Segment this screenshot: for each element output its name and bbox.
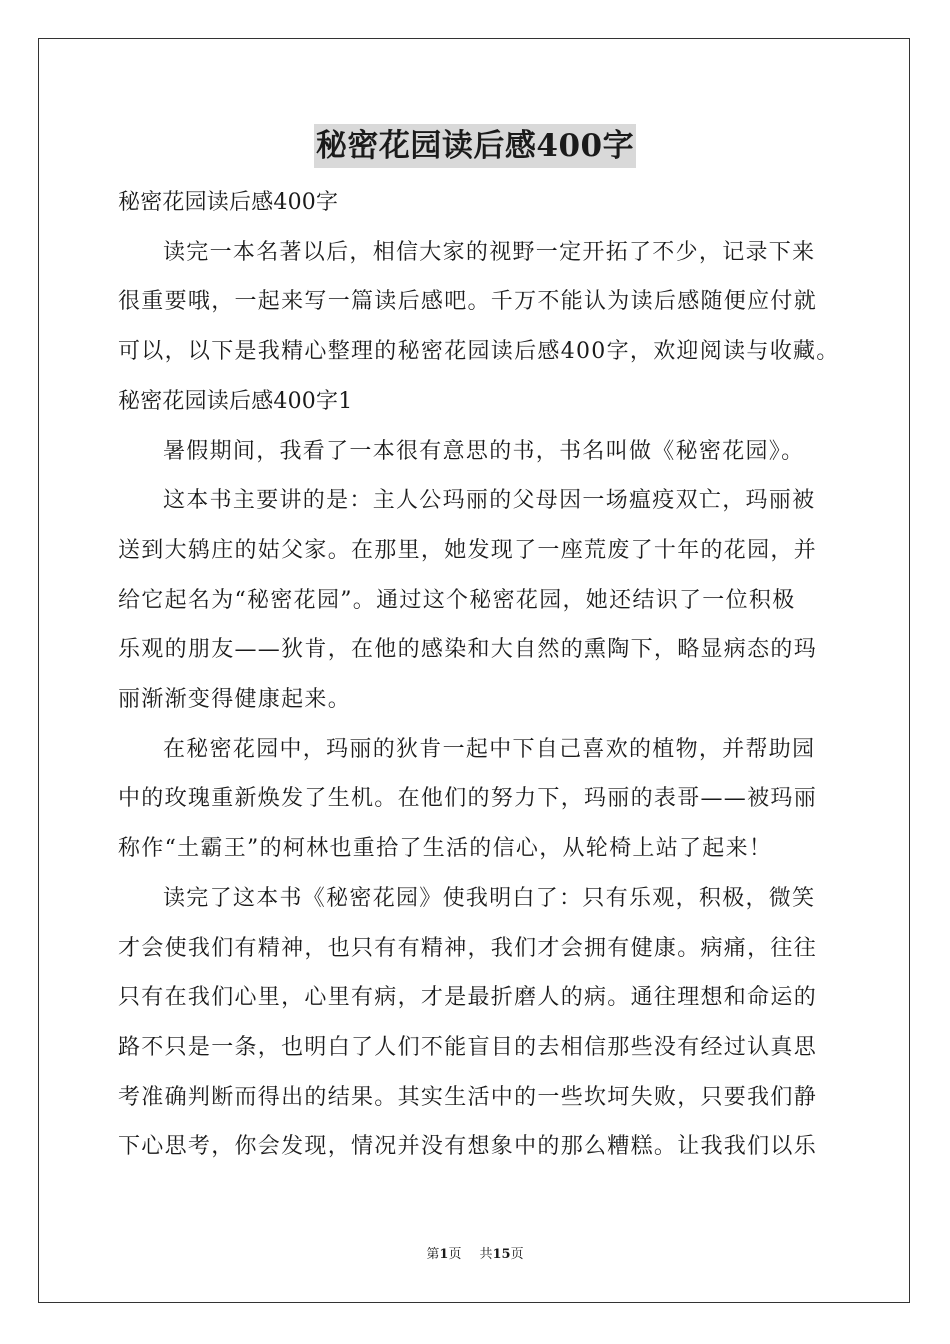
text-line: 中的玫瑰重新焕发了生机。在他们的努力下，玛丽的表哥——被玛丽 (118, 786, 818, 812)
total-pages: 15 (492, 1247, 511, 1262)
text-line: 乐观的朋友——狄肯，在他的感染和大自然的熏陶下，略显病态的玛 (118, 637, 818, 663)
text-line: 才会使我们有精神，也只有有精神，我们才会拥有健康。病痛，往往 (118, 935, 818, 961)
document-body (118, 178, 838, 1172)
total-label-prefix: 共 (479, 1247, 493, 1262)
page-footer (0, 1246, 950, 1264)
text-line: 称作“土霸王”的柯林也重拾了生活的信心，从轮椅上站了起来！ (118, 836, 773, 862)
section-heading: 秘密花园读后感400字 (118, 190, 339, 215)
text-line: 只有在我们心里，心里有病，才是最折磨人的病。通往理想和命运的 (118, 985, 818, 1011)
text-line: 丽渐渐变得健康起来。 (118, 687, 352, 713)
page-label-prefix: 第 (426, 1247, 440, 1262)
text-line: 读完一本名著以后，相信大家的视野一定开拓了不少，记录下来 (163, 239, 816, 265)
text-line: 这本书主要讲的是：主人公玛丽的父母因一场瘟疫双亡，玛丽被 (163, 488, 816, 514)
page-label-suffix: 页 (448, 1247, 462, 1262)
text-line: 路不只是一条，也明白了人们不能盲目的去相信那些没有经过认真思 (118, 1034, 818, 1060)
text-line: 可以，以下是我精心整理的秘密花园读后感400字，欢迎阅读与收藏。 (118, 339, 840, 365)
text-line: 在秘密花园中，玛丽的狄肯一起中下自己喜欢的植物，并帮助园 (163, 736, 816, 762)
page-number: 1 (439, 1247, 449, 1262)
total-label-suffix: 页 (510, 1247, 524, 1262)
document-title: 秘密花园读后感400字 (314, 124, 636, 168)
text-line: 很重要哦，一起来写一篇读后感吧。千万不能认为读后感随便应付就 (118, 289, 818, 315)
title-container (0, 124, 950, 168)
text-line: 下心思考，你会发现，情况并没有想象中的那么糟糕。让我我们以乐 (118, 1134, 818, 1160)
text-line: 考准确判断而得出的结果。其实生活中的一些坎坷失败，只要我们静 (118, 1084, 818, 1110)
text-line: 给它起名为“秘密花园”。通过这个秘密花园，她还结识了一位积极 (118, 587, 796, 613)
section-heading: 秘密花园读后感400字1 (118, 388, 353, 414)
text-line: 读完了这本书《秘密花园》使我明白了：只有乐观，积极，微笑 (163, 885, 816, 911)
text-line: 送到大鸫庄的姑父家。在那里，她发现了一座荒废了十年的花园，并 (118, 537, 818, 563)
text-line: 暑假期间，我看了一本很有意思的书，书名叫做《秘密花园》。 (163, 438, 805, 464)
